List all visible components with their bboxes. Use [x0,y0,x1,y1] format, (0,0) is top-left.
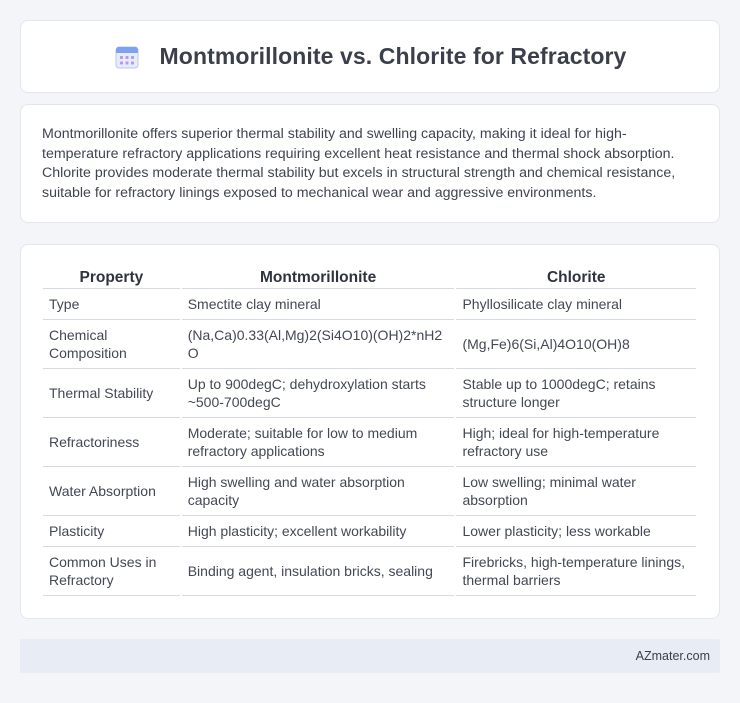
column-header-montmorillonite: Montmorillonite [182,263,455,289]
property-cell: Water Absorption [43,467,180,516]
property-cell: Refractoriness [43,418,180,467]
table-row [43,369,696,418]
summary-paragraph: Montmorillonite offers superior thermal stability and swelling capacity, making it ideal for high-temperature refractory applications requiring excellent heat resistance and thermal shock absorption. Chlorite provides moderate thermal stability but excels in structural strength and chemical resistance, suitable for refractory linings exposed to mechanical wear and aggressive environments. [42,126,676,201]
property-cell: Type [43,289,180,320]
property-cell: Plasticity [43,516,180,547]
montmorillonite-cell: Moderate; suitable for low to medium refractory applications [182,418,455,467]
montmorillonite-cell: Up to 900degC; dehydroxylation starts ~500-700degC [182,369,455,418]
footer-bar [20,639,720,673]
montmorillonite-cell: Smectite clay mineral [182,289,455,320]
montmorillonite-cell: High swelling and water absorption capacity [182,467,455,516]
table-row [43,547,696,596]
summary-card [20,104,720,223]
chlorite-cell: High; ideal for high-temperature refractory use [456,418,696,467]
column-header-property: Property [43,263,180,289]
comparison-table [41,263,698,596]
chlorite-cell: Lower plasticity; less workable [456,516,696,547]
chlorite-cell: Firebricks, high-temperature linings, thermal barriers [456,547,696,596]
column-header-chlorite: Chlorite [456,263,696,289]
table-row [43,516,696,547]
property-cell: Thermal Stability [43,369,180,418]
chlorite-cell: Stable up to 1000degC; retains structure longer [456,369,696,418]
montmorillonite-cell: Binding agent, insulation bricks, sealing [182,547,455,596]
property-cell: Chemical Composition [43,320,180,369]
footer-brand: AZmater.com [635,649,710,663]
comparison-table-card [20,244,720,619]
chlorite-cell: Low swelling; minimal water absorption [456,467,696,516]
table-header-row [43,263,696,289]
montmorillonite-cell: High plasticity; excellent workability [182,516,455,547]
title-card [20,20,720,93]
property-cell: Common Uses in Refractory [43,547,180,596]
montmorillonite-cell: (Na,Ca)0.33(Al,Mg)2(Si4O10)(OH)2*nH2O [182,320,455,369]
page-title: Montmorillonite vs. Chlorite for Refractory [159,43,627,69]
table-row [43,467,696,516]
chlorite-cell: (Mg,Fe)6(Si,Al)4O10(OH)8 [456,320,696,369]
table-row [43,320,696,369]
chlorite-cell: Phyllosilicate clay mineral [456,289,696,320]
table-row [43,418,696,467]
table-row [43,289,696,320]
calendar-grid-icon [114,44,140,70]
